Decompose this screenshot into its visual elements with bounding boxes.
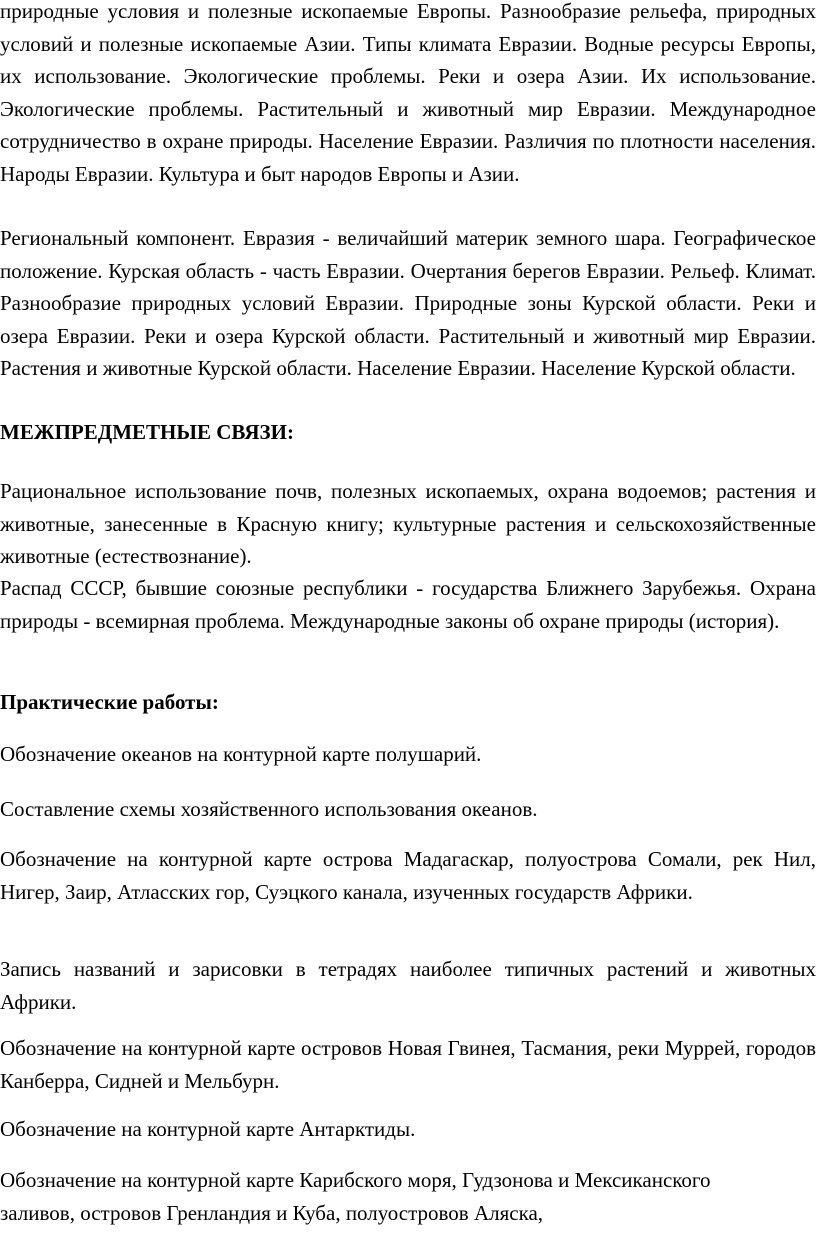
practical-work-item: Запись названий и зарисовки в тетрадях наиболее типичных растений и животных Африки. [0,957,816,1014]
paragraph-history-links: Распад СССР, бывшие союзные республики - государства Ближнего Зарубежья. Охрана природы - всемирная проблема. Международные законы об охране природы (история). [0,576,816,633]
practical-work-item: Обозначение на контурной карте острова Мадагаскар, полуострова Сомали, рек Нил, Нигер, Заир, Атласских гор, Суэцкого канала, изученных государств Африки. [0,847,816,904]
practical-work-item: Обозначение на контурной карте Карибского моря, Гудзонова и Мексиканского заливов, островов Гренландия и Куба, полуостровов Аляска, [0,1168,711,1225]
paragraph-eurasia-topics: природные условия и полезные ископаемые Европы. Разнообразие рельефа, природных условий и полезные ископаемые Азии. Типы климата Евразии. Водные ресурсы Европы, их использование. Экологические проблемы. Реки и озера Азии. Их использование. Экологические проблемы. Растительный и животный мир Евразии. Международное сотрудничество в охране природы. Население Евразии. Различия по плотности населения. Народы Евразии. Культура и быт народов Европы и Азии. [0,0,816,186]
heading-intersubject-links: МЕЖПРЕДМЕТНЫЕ СВЯЗИ: [0,420,294,444]
practical-work-item: Обозначение на контурной карте островов Новая Гвинея, Тасмания, реки Муррей, городов Канберра, Сидней и Мельбурн. [0,1036,816,1093]
practical-work-item: Обозначение океанов на контурной карте полушарий. [0,742,482,766]
practical-work-item: Составление схемы хозяйственного использования океанов. [0,797,538,821]
paragraph-regional-component: Региональный компонент. Евразия - величайший материк земного шара. Географическое положение. Курская область - часть Евразии. Очертания берегов Евразии. Рельеф. Климат. Разнообразие природных условий Евразии. Природные зоны Курской области. Реки и озера Евразии. Реки и озера Курской области. Растительный и животный мир Евразии. Растения и животные Курской области. Население Евразии. Население Курской области. [0,226,816,380]
heading-practical-works: Практические работы: [0,690,219,714]
practical-work-item: Обозначение на контурной карте Антарктиды. [0,1117,416,1141]
paragraph-natural-science-links: Рациональное использование почв, полезных ископаемых, охрана водоемов; растения и животные, занесенные в Красную книгу; культурные растения и сельскохозяйственные животные (естествознание). [0,479,816,568]
